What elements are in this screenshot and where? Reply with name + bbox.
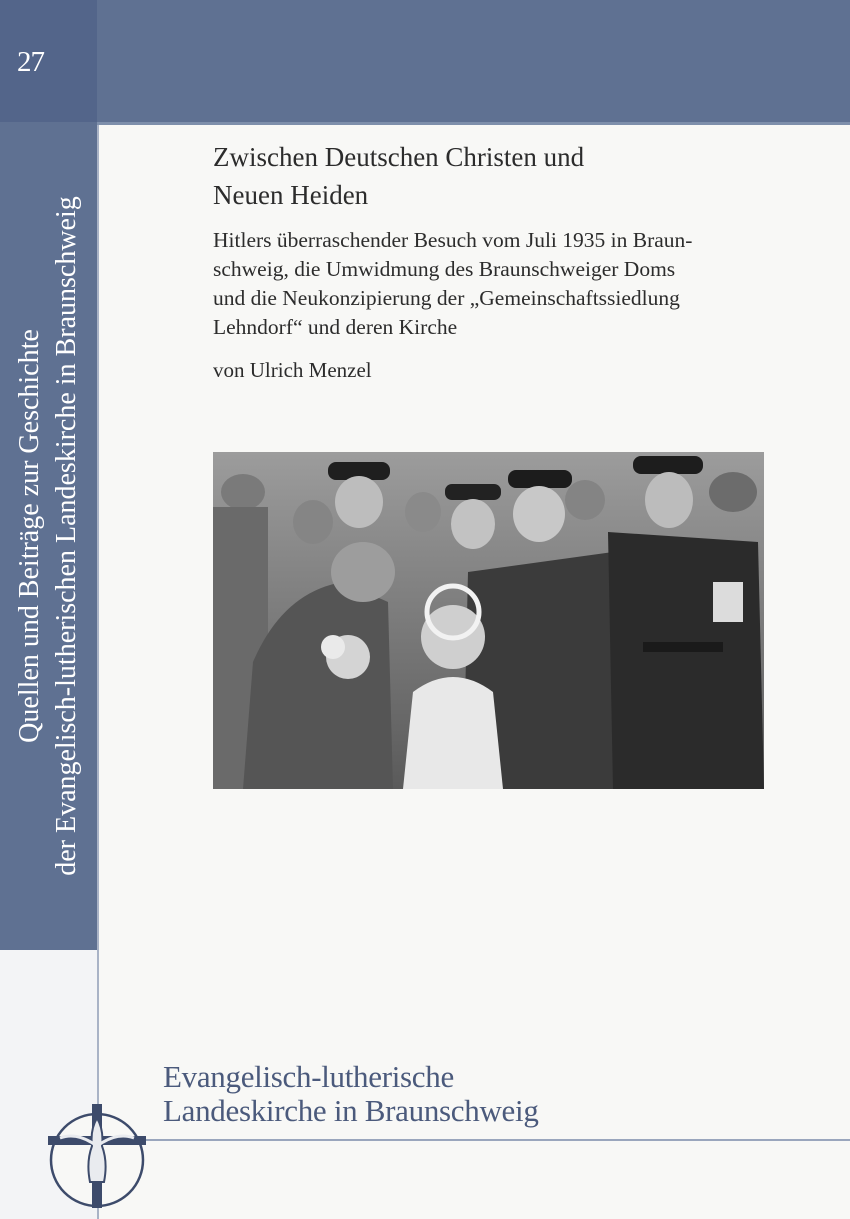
volume-box: [0, 0, 97, 122]
crucifix-circle-icon: [46, 1102, 148, 1210]
author-line: von Ulrich Menzel: [213, 358, 372, 382]
book-title-line-1: Zwischen Deutschen Christen und: [213, 142, 585, 172]
top-color-band: [0, 0, 850, 122]
subtitle-line-3: und die Neukonzipierung der „Gemeinschaftssiedlung: [213, 286, 680, 310]
publisher-line-2: Landeskirche in Braunschweig: [163, 1093, 539, 1128]
series-title-line-1: Quellen und Beiträge zur Geschichte: [14, 329, 45, 743]
subtitle-line-2: schweig, die Umwidmung des Braunschweiger Doms: [213, 257, 676, 281]
bottom-rule: [97, 1139, 850, 1141]
top-rule: [97, 122, 850, 125]
series-title: [11, 146, 85, 926]
book-title-line-2: Neuen Heiden: [213, 180, 369, 210]
book-subtitle: [213, 226, 753, 342]
publisher-name: [163, 1060, 539, 1128]
subtitle-line-4: Lehndorf“ und deren Kirche: [213, 315, 458, 339]
cover-photo: [213, 452, 764, 789]
subtitle-line-1: Hitlers überraschender Besuch vom Juli 1935 in Braun-: [213, 228, 693, 252]
spine-edge-line: [97, 122, 99, 1219]
book-title: [213, 138, 773, 214]
publisher-line-1: Evangelisch-lutherische: [163, 1059, 454, 1094]
volume-number: 27: [17, 46, 44, 78]
series-title-line-2: der Evangelisch-lutherischen Landeskirche in Braunschweig: [51, 196, 82, 876]
